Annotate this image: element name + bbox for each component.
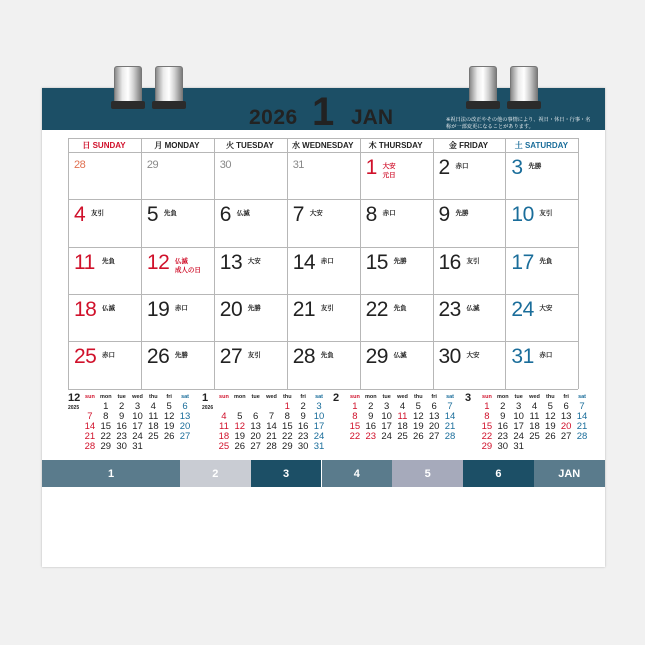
month-number: 1 [312, 90, 335, 134]
mini-day: 30 [297, 441, 309, 452]
mini-day: 1 [484, 401, 490, 412]
rokuyo-label: 先勝 [455, 210, 469, 218]
mini-day: 10 [313, 411, 325, 422]
rokuyo-label: 友引 [320, 304, 334, 312]
mini-weekday: wed [132, 394, 143, 400]
mini-day: 1 [352, 401, 358, 412]
mini-day: 14 [576, 411, 588, 422]
mini-day: 28 [576, 431, 588, 442]
mini-day: 8 [103, 411, 109, 422]
day-number: 28 [292, 345, 316, 369]
rokuyo-label: 先勝 [393, 257, 407, 265]
mini-year: 2026 [202, 405, 214, 411]
mini-day: 5 [237, 411, 243, 422]
rokuyo-label: 赤口 [539, 352, 553, 360]
grid-line [68, 152, 578, 153]
mini-day: 18 [148, 421, 159, 432]
day-number: 28 [74, 159, 86, 171]
holiday-label: 元日 [382, 172, 396, 179]
day-number: 20 [219, 297, 243, 321]
grid-line [68, 247, 578, 248]
mini-day: 17 [381, 421, 392, 432]
day-number: 29 [365, 345, 388, 369]
rokuyo-label: 友引 [539, 210, 553, 218]
mini-weekday: mon [233, 394, 246, 400]
mini-day: 21 [576, 421, 588, 432]
grid-line [68, 138, 578, 139]
mini-weekday: thu [546, 394, 555, 400]
grid-line [68, 199, 578, 200]
grid-line [68, 138, 69, 389]
mini-weekday: wed [397, 394, 408, 400]
mini-day: 9 [118, 411, 125, 422]
day-number: 21 [292, 297, 316, 321]
grid-line [68, 294, 578, 295]
rokuyo-label: 先勝 [174, 352, 188, 360]
rokuyo-label: 仏滅 [236, 210, 250, 218]
month-tab[interactable]: 1 [42, 460, 180, 487]
mini-day: 25 [218, 441, 230, 452]
mini-calendar-table [347, 392, 458, 442]
day-number: 27 [219, 345, 243, 369]
mini-weekday: tue [514, 394, 523, 400]
day-number: 26 [146, 345, 170, 369]
day-number: 30 [438, 345, 461, 369]
mini-weekday: sun [219, 394, 229, 400]
grid-line [141, 138, 142, 389]
weekday-header: 木 THURSDAY [368, 141, 423, 150]
mini-day: 21 [444, 421, 456, 432]
mini-day: 27 [428, 431, 440, 442]
mini-day: 3 [515, 401, 522, 412]
mini-day: 5 [166, 401, 172, 412]
mini-day: 4 [531, 401, 538, 412]
month-tab[interactable]: JAN [534, 460, 605, 487]
mini-day: 7 [447, 401, 453, 412]
mini-day: 8 [484, 411, 490, 422]
rokuyo-label: 仏滅 [174, 257, 188, 265]
mini-day: 20 [179, 421, 191, 432]
mini-day: 19 [163, 421, 175, 432]
rokuyo-label: 先負 [163, 210, 177, 218]
mini-day: 23 [297, 431, 309, 442]
day-number: 22 [365, 297, 388, 321]
mini-day: 23 [116, 431, 127, 442]
rokuyo-label: 赤口 [320, 257, 334, 265]
weekday-header: 日 SUNDAY [82, 141, 126, 150]
mini-weekday: sat [315, 394, 324, 400]
rokuyo-label: 仏滅 [393, 352, 407, 360]
day-number: 3 [511, 156, 523, 179]
mini-day: 16 [497, 421, 509, 432]
mini-day: 3 [316, 401, 322, 412]
mini-day: 27 [250, 441, 261, 452]
mini-day: 12 [234, 421, 246, 432]
day-number: 16 [438, 250, 461, 274]
mini-day: 5 [415, 401, 421, 412]
mini-weekday: thu [149, 394, 158, 400]
mini-day: 11 [397, 411, 408, 422]
mini-day: 31 [513, 441, 524, 452]
mini-day: 22 [100, 431, 112, 442]
mini-weekday: thu [283, 394, 292, 400]
mini-day: 13 [179, 411, 191, 422]
rokuyo-label: 赤口 [102, 352, 115, 360]
mini-day: 9 [368, 411, 374, 422]
rokuyo-label: 大安 [247, 257, 261, 265]
mini-day: 1 [284, 401, 290, 412]
mini-day: 6 [252, 411, 259, 422]
mini-weekday: sun [482, 394, 492, 400]
rokuyo-label: 大安 [466, 352, 480, 360]
holiday-label: 成人の日 [174, 266, 201, 274]
mini-day: 18 [218, 431, 230, 442]
day-number: 30 [219, 159, 232, 171]
mini-day: 5 [547, 401, 553, 412]
mini-day: 29 [100, 441, 112, 452]
weekday-header: 月 MONDAY [154, 141, 200, 150]
mini-day: 14 [266, 421, 277, 432]
mini-day: 17 [513, 421, 524, 432]
mini-weekday: mon [99, 394, 112, 400]
day-number: 14 [292, 250, 316, 274]
grid-line [68, 341, 578, 342]
mini-day: 27 [179, 431, 191, 442]
mini-day: 19 [234, 431, 246, 442]
mini-day: 13 [560, 411, 572, 422]
grid-line [287, 138, 288, 389]
mini-weekday: thu [414, 394, 423, 400]
day-number: 12 [146, 250, 170, 274]
weekday-header: 火 TUESDAY [225, 141, 274, 150]
rokuyo-label: 赤口 [382, 210, 396, 218]
mini-day: 11 [529, 411, 540, 422]
grid-line [360, 138, 361, 389]
binding-ring-right-1 [469, 66, 497, 104]
mini-day: 17 [132, 421, 143, 432]
rokuyo-label: 仏滅 [102, 304, 115, 312]
mini-month-number: 2 [333, 392, 340, 404]
day-number: 19 [146, 297, 170, 321]
mini-day: 10 [513, 411, 524, 422]
mini-day: 16 [297, 421, 309, 432]
rokuyo-label: 先負 [320, 352, 334, 360]
day-number: 7 [292, 203, 304, 227]
mini-day: 31 [313, 441, 325, 452]
mini-day: 13 [428, 411, 440, 422]
mini-day: 10 [132, 411, 143, 422]
grid-line [505, 138, 506, 389]
mini-day: 22 [481, 431, 493, 442]
weekday-header: 土 SATURDAY [514, 141, 569, 150]
mini-weekday: wed [266, 394, 277, 400]
mini-day: 3 [134, 401, 141, 412]
mini-day: 19 [545, 421, 556, 432]
mini-day: 8 [352, 411, 358, 422]
mini-day: 14 [84, 421, 96, 432]
mini-calendar-table [82, 392, 193, 452]
mini-day: 17 [313, 421, 325, 432]
mini-day: 6 [182, 401, 188, 412]
mini-day: 12 [163, 411, 175, 422]
rokuyo-label: 先負 [102, 257, 115, 265]
mini-day: 2 [500, 401, 506, 412]
mini-day: 28 [444, 431, 456, 442]
mini-day: 29 [282, 441, 293, 452]
grid-line [68, 389, 578, 390]
day-number: 18 [74, 297, 97, 321]
mini-day [145, 442, 161, 452]
mini-weekday: sat [446, 394, 455, 400]
grid-line [578, 138, 579, 389]
rokuyo-label: 大安 [382, 163, 396, 170]
mini-day: 4 [150, 401, 156, 412]
mini-day: 20 [428, 421, 440, 432]
mini-day: 24 [513, 431, 524, 442]
mini-day: 20 [250, 431, 261, 442]
day-number: 9 [438, 203, 450, 227]
mini-weekday: sun [85, 394, 95, 400]
mini-day: 15 [100, 421, 112, 432]
mini-calendar-table [216, 392, 327, 452]
binding-ring-left-2 [155, 66, 183, 104]
day-number: 23 [438, 297, 461, 321]
mini-month-number: 1 [202, 392, 209, 404]
mini-day: 22 [349, 431, 361, 442]
mini-day: 6 [563, 401, 569, 412]
mini-day: 26 [163, 431, 175, 442]
mini-day: 12 [413, 411, 424, 422]
rokuyo-label: 大安 [309, 210, 323, 218]
mini-weekday: mon [496, 394, 509, 400]
mini-day: 26 [413, 431, 424, 442]
mini-day: 15 [349, 421, 361, 432]
rokuyo-label: 友引 [91, 210, 104, 218]
mini-day: 31 [132, 441, 143, 452]
month-tab[interactable]: 4 [322, 460, 393, 487]
mini-weekday: fri [563, 394, 569, 400]
mini-day: 10 [381, 411, 392, 422]
mini-day: 28 [84, 441, 96, 452]
mini-day: 16 [116, 421, 127, 432]
mini-day: 25 [529, 431, 540, 442]
mini-day: 24 [381, 431, 392, 442]
mini-day [542, 442, 558, 452]
mini-day [574, 442, 590, 452]
mini-weekday: tue [117, 394, 126, 400]
mini-day: 26 [545, 431, 556, 442]
mini-day: 14 [444, 411, 456, 422]
mini-day: 19 [413, 421, 424, 432]
holiday-notice: ※祝日法の改正やその他の事情により、祝日・休日・行事・名称が一部変更になることがあります。 [446, 117, 591, 130]
mini-day: 4 [399, 401, 406, 412]
day-number: 1 [365, 156, 377, 179]
rokuyo-label: 先負 [539, 257, 553, 265]
month-tabs [42, 460, 605, 487]
mini-weekday: tue [251, 394, 260, 400]
mini-weekday: fri [166, 394, 172, 400]
month-name: JAN [351, 106, 394, 129]
mini-day: 23 [365, 431, 377, 442]
rokuyo-label: 友引 [466, 257, 480, 265]
mini-day: 18 [529, 421, 540, 432]
mini-day [177, 442, 193, 452]
mini-day [527, 442, 543, 452]
mini-day: 24 [313, 431, 325, 442]
day-number: 10 [511, 203, 534, 227]
weekday-header: 金 FRIDAY [448, 141, 489, 150]
mini-day: 25 [397, 431, 408, 442]
mini-day: 21 [84, 431, 96, 442]
mini-day: 26 [234, 441, 246, 452]
day-number: 31 [292, 159, 304, 171]
month-tab[interactable]: 6 [463, 460, 534, 487]
mini-day: 21 [266, 431, 277, 442]
mini-day: 11 [148, 411, 159, 422]
mini-day: 3 [383, 401, 390, 412]
rokuyo-label: 赤口 [174, 304, 188, 312]
year-label: 2026 [249, 106, 298, 129]
mini-day: 2 [118, 401, 125, 412]
mini-calendar-table [479, 392, 590, 452]
mini-day: 24 [132, 431, 143, 442]
mini-weekday: mon [364, 394, 377, 400]
mini-day: 9 [500, 411, 506, 422]
grid-line [433, 138, 434, 389]
day-number: 25 [74, 345, 97, 369]
month-tab[interactable]: 3 [251, 460, 322, 487]
mini-day: 6 [431, 401, 437, 412]
mini-day: 29 [481, 441, 493, 452]
mini-weekday: sun [350, 394, 360, 400]
mini-day: 7 [87, 411, 93, 422]
day-number: 4 [74, 203, 86, 227]
day-number: 17 [511, 250, 534, 274]
mini-day: 25 [148, 431, 159, 442]
rokuyo-label: 仏滅 [466, 304, 480, 312]
mini-day: 30 [497, 441, 509, 452]
mini-day: 15 [481, 421, 493, 432]
mini-weekday: fri [431, 394, 437, 400]
mini-day: 4 [221, 411, 227, 422]
weekday-header: 水 WEDNESDAY [291, 141, 354, 150]
day-number: 8 [365, 203, 377, 227]
mini-month-number: 3 [465, 392, 472, 404]
mini-day: 2 [300, 401, 306, 412]
mini-day: 15 [282, 421, 293, 432]
mini-weekday: sat [181, 394, 190, 400]
rokuyo-label: 大安 [539, 304, 553, 312]
day-number: 24 [511, 297, 534, 321]
mini-day: 7 [579, 401, 585, 412]
month-tab[interactable]: 5 [392, 460, 463, 487]
mini-day: 11 [218, 421, 229, 432]
day-number: 11 [74, 250, 95, 274]
day-number: 15 [365, 250, 388, 274]
mini-day: 30 [116, 441, 127, 452]
day-number: 6 [219, 203, 231, 227]
rokuyo-label: 友引 [247, 352, 261, 360]
mini-day: 28 [266, 441, 277, 452]
mini-day: 9 [300, 411, 306, 422]
mini-weekday: sat [578, 394, 587, 400]
day-number: 13 [219, 250, 243, 274]
mini-day: 8 [284, 411, 290, 422]
month-tab[interactable]: 2 [180, 460, 251, 487]
mini-day: 2 [368, 401, 374, 412]
day-number: 2 [438, 156, 450, 179]
mini-day: 7 [268, 411, 275, 422]
mini-day [558, 442, 574, 452]
rokuyo-label: 先負 [393, 304, 407, 312]
mini-year: 2025 [68, 405, 80, 411]
mini-day: 12 [545, 411, 556, 422]
rokuyo-label: 先勝 [528, 163, 542, 170]
binding-ring-right-2 [510, 66, 538, 104]
day-number: 5 [146, 203, 159, 227]
mini-day: 13 [250, 421, 261, 432]
mini-month-number: 12 [68, 392, 81, 404]
mini-day: 18 [397, 421, 408, 432]
mini-day [161, 442, 177, 452]
mini-weekday: tue [382, 394, 391, 400]
mini-weekday: fri [300, 394, 306, 400]
day-number: 31 [511, 345, 534, 369]
mini-day: 27 [560, 431, 572, 442]
mini-day: 23 [497, 431, 509, 442]
rokuyo-label: 赤口 [455, 163, 469, 170]
mini-day: 1 [103, 401, 109, 412]
day-number: 29 [146, 159, 159, 171]
mini-day: 16 [365, 421, 377, 432]
mini-day: 20 [560, 421, 572, 432]
binding-ring-left-1 [114, 66, 142, 104]
mini-day: 22 [282, 431, 293, 442]
rokuyo-label: 先勝 [247, 304, 261, 312]
mini-weekday: wed [529, 394, 540, 400]
grid-line [214, 138, 215, 389]
